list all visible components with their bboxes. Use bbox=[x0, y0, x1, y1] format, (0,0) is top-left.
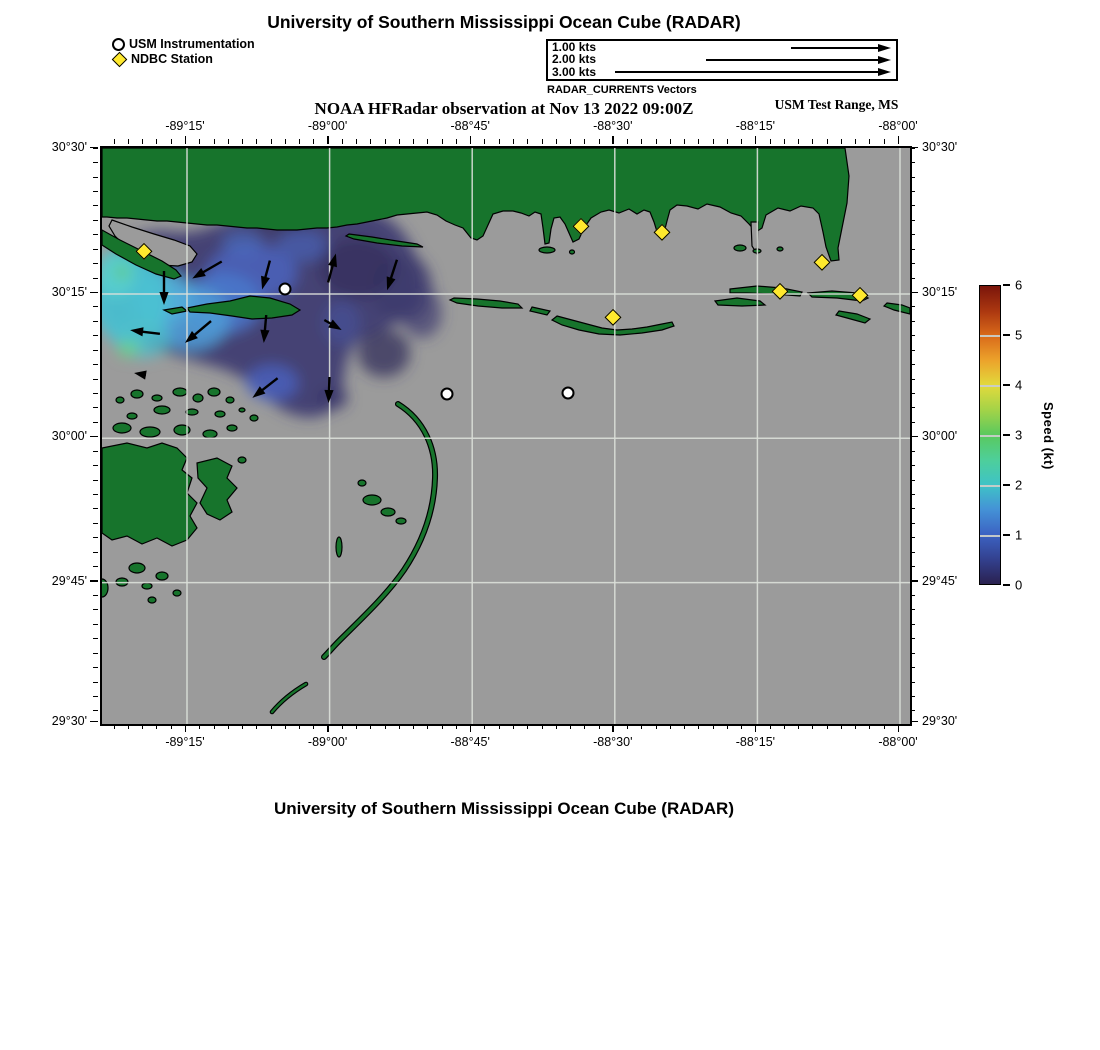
current-vector-arrow bbox=[383, 258, 402, 291]
axis-tick bbox=[599, 139, 600, 144]
axis-tick bbox=[93, 263, 98, 264]
axis-tick bbox=[684, 139, 685, 144]
axis-tick bbox=[128, 139, 129, 144]
axis-tick bbox=[93, 364, 98, 365]
axis-tick bbox=[93, 393, 98, 394]
axis-tick bbox=[214, 139, 215, 144]
axis-tick bbox=[93, 321, 98, 322]
axis-tick bbox=[185, 139, 186, 144]
colorbar-tick bbox=[1003, 584, 1010, 586]
colorbar-tick-label: 1 bbox=[1015, 527, 1023, 543]
vector-arrowhead-icon bbox=[878, 68, 891, 76]
vector-arrowhead-icon bbox=[878, 56, 891, 64]
axis-tick bbox=[741, 139, 742, 144]
colorbar-tick-label: 3 bbox=[1015, 427, 1023, 443]
axis-tick bbox=[342, 139, 343, 144]
axis-tick bbox=[413, 139, 414, 144]
current-vector-arrow bbox=[259, 315, 271, 344]
axis-tick bbox=[556, 139, 557, 144]
axis-tick bbox=[399, 139, 400, 144]
axis-tick-label: 30°15' bbox=[922, 285, 958, 299]
axis-tick bbox=[93, 566, 98, 567]
axis-tick-label: -88°45' bbox=[450, 735, 490, 749]
vector-scale-box bbox=[546, 39, 898, 81]
current-vector-arrow bbox=[130, 326, 161, 339]
axis-tick bbox=[93, 537, 98, 538]
axis-tick-label: 29°30' bbox=[922, 714, 958, 728]
axis-tick bbox=[256, 139, 257, 144]
colorbar-title: Speed (kt) bbox=[1041, 402, 1056, 470]
axis-tick bbox=[271, 139, 272, 144]
vector-scale-caption: RADAR_CURRENTS Vectors bbox=[547, 84, 697, 96]
colorbar-tick-label: 4 bbox=[1015, 377, 1023, 393]
colorbar-tick bbox=[1003, 334, 1010, 336]
axis-tick bbox=[299, 139, 300, 144]
axis-tick-label: 30°00' bbox=[51, 429, 87, 444]
axis-tick bbox=[869, 139, 870, 144]
axis-tick bbox=[93, 306, 98, 307]
axis-tick-label: 29°45' bbox=[51, 573, 87, 588]
axis-tick bbox=[755, 139, 756, 144]
axis-tick-label: -89°15' bbox=[165, 735, 205, 749]
axis-tick bbox=[328, 139, 329, 144]
usm-instrumentation-marker bbox=[279, 283, 292, 296]
axis-tick bbox=[242, 139, 243, 144]
axis-tick bbox=[884, 139, 885, 144]
axis-tick bbox=[827, 139, 828, 144]
axis-tick bbox=[499, 139, 500, 144]
axis-tick bbox=[470, 139, 471, 144]
axis-tick bbox=[370, 139, 371, 144]
figure-title: University of Southern Mississippi Ocean Cube (RADAR) bbox=[267, 12, 741, 32]
grid-and-vectors-svg bbox=[102, 148, 910, 724]
axis-tick bbox=[93, 422, 98, 423]
axis-tick bbox=[356, 139, 357, 144]
axis-tick bbox=[142, 139, 143, 144]
axis-tick bbox=[93, 508, 98, 509]
axis-tick bbox=[627, 139, 628, 144]
axis-tick bbox=[93, 609, 98, 610]
axis-tick bbox=[641, 139, 642, 144]
axis-tick bbox=[93, 465, 98, 466]
colorbar bbox=[979, 277, 1023, 593]
axis-tick bbox=[156, 139, 157, 144]
usm-instrumentation-icon bbox=[112, 38, 125, 51]
axis-tick-label: 29°45' bbox=[922, 573, 958, 588]
axis-tick bbox=[93, 494, 98, 495]
axis-tick-label: -89°00' bbox=[307, 119, 348, 133]
axis-tick bbox=[313, 139, 314, 144]
axis-tick bbox=[427, 139, 428, 144]
colorbar-tick bbox=[1003, 284, 1010, 286]
axis-tick bbox=[185, 136, 187, 144]
axis-tick bbox=[90, 580, 98, 582]
colorbar-tick-label: 6 bbox=[1015, 277, 1023, 293]
axis-tick bbox=[513, 139, 514, 144]
usm-instrumentation-marker bbox=[441, 388, 454, 401]
axis-tick bbox=[670, 139, 671, 144]
axis-tick bbox=[93, 552, 98, 553]
axis-tick bbox=[570, 139, 571, 144]
axis-tick-label: 30°30' bbox=[922, 140, 958, 154]
axis-tick bbox=[698, 139, 699, 144]
axis-tick bbox=[470, 136, 472, 144]
axis-tick bbox=[584, 139, 585, 144]
vector-scale-label: 2.00 kts bbox=[552, 52, 597, 67]
axis-tick bbox=[93, 581, 98, 582]
axis-tick bbox=[456, 139, 457, 144]
axis-tick bbox=[855, 139, 856, 144]
axis-tick bbox=[93, 278, 98, 279]
axis-tick bbox=[93, 638, 98, 639]
vector-scale-row bbox=[552, 54, 891, 66]
axis-tick-label: 30°30' bbox=[51, 140, 87, 154]
axis-tick-label: -88°15' bbox=[735, 735, 776, 749]
colorbar-tick-label: 0 bbox=[1015, 577, 1023, 593]
test-range-label: USM Test Range, MS bbox=[774, 97, 899, 112]
ndbc-station-icon bbox=[112, 52, 128, 68]
axis-tick bbox=[93, 148, 98, 149]
axis-tick bbox=[93, 292, 98, 293]
colorbar-tick bbox=[1003, 384, 1010, 386]
axis-tick bbox=[90, 147, 98, 149]
axis-tick-label: -88°30' bbox=[593, 119, 633, 133]
legend-ndbc-label: NDBC Station bbox=[131, 52, 213, 66]
axis-tick bbox=[93, 436, 98, 437]
legend-row-usm bbox=[112, 37, 255, 52]
usm-instrumentation-marker bbox=[561, 386, 574, 399]
axis-tick bbox=[784, 139, 785, 144]
axis-tick-label: 29°30' bbox=[51, 714, 87, 728]
axis-tick-label: -88°00' bbox=[878, 119, 918, 133]
axis-tick bbox=[327, 136, 329, 144]
current-vector-arrow bbox=[324, 377, 334, 403]
axis-tick bbox=[442, 139, 443, 144]
axis-tick-label: -88°15' bbox=[735, 119, 776, 133]
axis-tick bbox=[93, 710, 98, 711]
axis-tick-label: -89°15' bbox=[165, 119, 205, 133]
current-vector-arrow bbox=[322, 316, 344, 334]
vector-arrowhead-icon bbox=[878, 44, 891, 52]
map-canvas bbox=[100, 146, 912, 726]
legend-usm-label: USM Instrumentation bbox=[129, 37, 255, 51]
axis-tick bbox=[90, 721, 98, 723]
axis-tick bbox=[93, 177, 98, 178]
axis-tick bbox=[713, 139, 714, 144]
axis-tick bbox=[199, 139, 200, 144]
axis-tick bbox=[171, 139, 172, 144]
axis-tick-label: 30°15' bbox=[51, 285, 87, 299]
axis-tick bbox=[90, 436, 98, 438]
axis-tick bbox=[114, 139, 115, 144]
axis-tick bbox=[93, 523, 98, 524]
colorbar-tick-label: 2 bbox=[1015, 477, 1023, 493]
legend-row-ndbc bbox=[112, 52, 255, 67]
axis-tick bbox=[613, 139, 614, 144]
axis-tick-label: -88°00' bbox=[878, 735, 918, 749]
axis-tick bbox=[93, 451, 98, 452]
axis-tick bbox=[527, 139, 528, 144]
axis-tick bbox=[727, 139, 728, 144]
axis-tick bbox=[93, 191, 98, 192]
axis-tick bbox=[93, 220, 98, 221]
axis-tick bbox=[93, 379, 98, 380]
axis-tick bbox=[385, 139, 386, 144]
axis-tick bbox=[898, 139, 899, 144]
axis-tick-label: -88°45' bbox=[450, 119, 490, 133]
axis-tick bbox=[484, 139, 485, 144]
footer-title: University of Southern Mississippi Ocean Cube (RADAR) bbox=[273, 799, 734, 818]
current-vector-arrow bbox=[133, 368, 146, 379]
axis-tick bbox=[93, 335, 98, 336]
current-vector-arrow bbox=[250, 375, 281, 402]
axis-tick bbox=[798, 139, 799, 144]
axis-tick bbox=[898, 136, 900, 144]
axis-tick bbox=[542, 139, 543, 144]
observation-subtitle: NOAA HFRadar observation at Nov 13 2022 09:00Z bbox=[314, 99, 694, 118]
axis-tick bbox=[812, 139, 813, 144]
current-vector-arrow bbox=[159, 271, 168, 305]
vector-scale-label: 3.00 kts bbox=[552, 64, 597, 79]
axis-tick bbox=[93, 480, 98, 481]
axis-tick bbox=[841, 139, 842, 144]
colorbar-tick bbox=[1003, 484, 1010, 486]
current-vector-arrow bbox=[324, 252, 341, 283]
axis-tick bbox=[90, 292, 98, 294]
axis-tick bbox=[93, 667, 98, 668]
axis-tick bbox=[770, 139, 771, 144]
colorbar-tick bbox=[1003, 534, 1010, 536]
axis-tick-label: -89°00' bbox=[307, 735, 348, 749]
vector-scale-row bbox=[552, 42, 891, 54]
axis-tick bbox=[612, 136, 614, 144]
axis-tick bbox=[228, 139, 229, 144]
axis-tick bbox=[93, 682, 98, 683]
axis-tick bbox=[93, 407, 98, 408]
axis-tick bbox=[93, 350, 98, 351]
axis-tick bbox=[93, 249, 98, 250]
axis-tick bbox=[755, 136, 757, 144]
vector-scale-label: 1.00 kts bbox=[552, 40, 597, 54]
axis-tick bbox=[93, 234, 98, 235]
current-vector-arrow bbox=[258, 259, 275, 290]
colorbar-tick-label: 5 bbox=[1015, 327, 1023, 343]
axis-tick bbox=[93, 162, 98, 163]
axis-tick bbox=[656, 139, 657, 144]
current-vector-arrow bbox=[190, 258, 224, 283]
axis-tick-label: 30°00' bbox=[922, 429, 958, 444]
axis-tick bbox=[285, 139, 286, 144]
axis-tick bbox=[93, 653, 98, 654]
symbol-legend bbox=[112, 37, 255, 67]
axis-tick-label: -88°30' bbox=[593, 735, 633, 749]
axis-tick bbox=[93, 624, 98, 625]
colorbar-gradient bbox=[979, 285, 1001, 585]
axis-tick bbox=[93, 696, 98, 697]
axis-tick bbox=[93, 205, 98, 206]
vector-scale-row bbox=[552, 64, 891, 79]
axis-tick bbox=[93, 595, 98, 596]
colorbar-tick bbox=[1003, 434, 1010, 436]
